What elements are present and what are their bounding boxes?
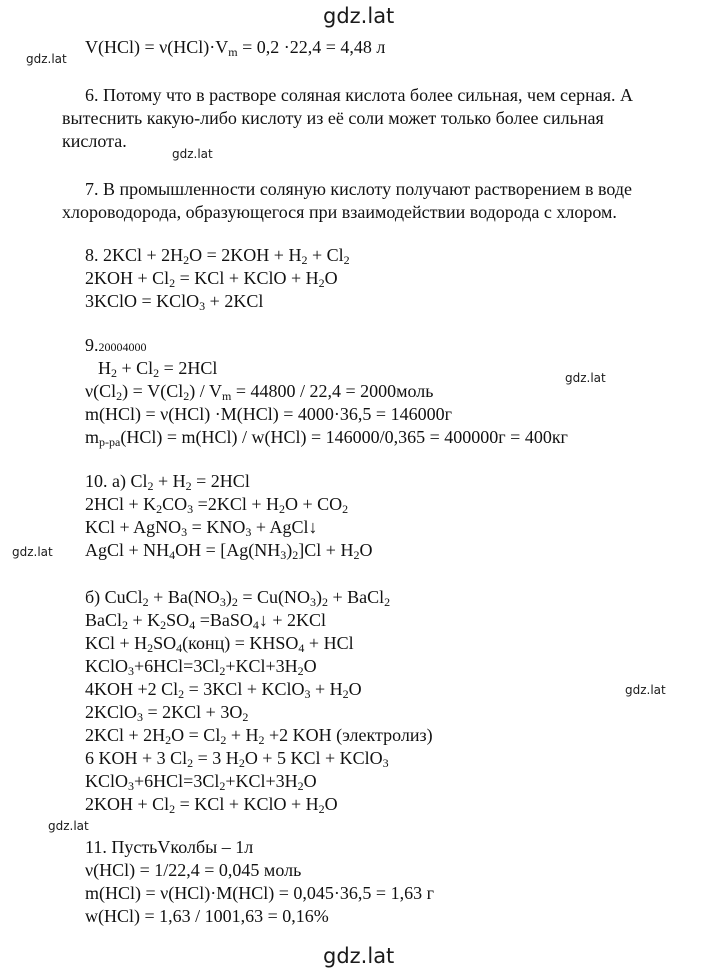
watermark: gdz.lat [565, 371, 606, 385]
text-line: 9.20004000 [85, 335, 147, 355]
text-line: $KClO_3+6HCl=3Cl_2+KCl+3H_2O$ [85, 656, 317, 678]
text-line: вытеснить какую-либо кислоту из её соли может только более сильная [62, 108, 604, 128]
text-line: хлороводорода, образующегося при взаимодействии водорода с хлором. [62, 202, 617, 222]
watermark-top: gdz.lat [323, 4, 395, 28]
text-line: б) CuCl$_2$ + $Ba(NO_3)_2 = Cu(NO_3)_2$ + BaCl$_2$ [85, 587, 391, 609]
text-line: $2KCl + 2H_2O = Cl_2 + H_2 +2$ KOH (электролиз) [85, 725, 433, 747]
text-line: $KClO_3+6HCl=3Cl_2+KCl+3H_2O$ [85, 771, 317, 793]
text-line: w(HCl) = 1,63 / 1001,63 = 0,16% [85, 906, 329, 926]
text-line: $\nu(Cl_2) = V(Cl_2) / V_m = 44800 / 22,4$ = 2000моль [85, 381, 434, 403]
text-line: 8. $2KCl + 2H_2O = 2KOH + H_2 + Cl_2$ [85, 245, 350, 267]
watermark: gdz.lat [48, 819, 89, 833]
text-line: ν(HCl) = 1/22,4 = 0,045 моль [85, 860, 302, 880]
text-line: кислота. [62, 131, 127, 151]
text-line: KCl + AgNO$_3$ = $KNO_3$ + AgCl↓ [85, 517, 318, 539]
text-line: m(HCl) = ν(HCl)·M(HCl) = 0,045·36,5 = 1,63 г [85, 883, 434, 903]
text-line: AgCl + $NH_4OH = [Ag(NH_3)_2]Cl + H_2O$ [85, 540, 373, 562]
watermark: gdz.lat [172, 147, 213, 161]
text-line: $m_{р-ра}(HCl) = m(HCl) / w(HCl) = 146000/0,365 = 400000г = 400кг$ [85, 427, 568, 449]
text-line: $V(HCl) = \nu(HCl)\cdot V_m = 0,2 \cdot 22,4 = 4,48$ л [85, 37, 386, 59]
text-line: 6 KOH + 3 $Cl_2 = 3$ $H_2O + 5$ KCl + KClO$_3$ [85, 748, 389, 770]
text-line: m(HCl) = ν(HCl) ·M(HCl) = 4000·36,5 = 146000г [85, 404, 452, 424]
text-line: BaCl$_2$ + $K_2SO_4$ =BaSO$_4$↓ + 2KCl [85, 610, 327, 632]
watermark: gdz.lat [26, 52, 67, 66]
text-line: $2HCl + K_2CO_3 =2KCl + H_2O + CO_2$ [85, 494, 349, 516]
text-line: 10. а) $Cl_2 + H_2 = 2HCl$ [85, 471, 250, 493]
text-line: 3KClO = KClO$_3$ + 2KCl [85, 291, 264, 313]
text-line: KCl + $H_2SO_4(конц)$ = $KHSO_4$ + HCl [85, 633, 354, 655]
text-line: 6. Потому что в растворе соляная кислота более сильная, чем серная. А [85, 85, 634, 105]
watermark: gdz.lat [625, 683, 666, 697]
text-line: $H_2 + Cl_2 = 2HCl$ [98, 358, 218, 380]
text-line: 11. ПустьVколбы – 1л [85, 837, 254, 857]
watermark: gdz.lat [12, 545, 53, 559]
text-line: $2KOH + Cl_2$ = KCl + KClO + $H_2O$ [85, 794, 338, 816]
text-line: 4KOH +2 $Cl_2 = 3KCl$ + KClO$_3$ + $H_2O$ [85, 679, 362, 701]
text-line: 7. В промышленности соляную кислоту получают растворением в воде [85, 179, 633, 199]
text-line: $2KOH + Cl_2$ = KCl + KClO + $H_2O$ [85, 268, 338, 290]
watermark-bottom: gdz.lat [323, 944, 395, 968]
text-line: 2KClO$_3$ = $2KCl + 3O_2$ [85, 702, 249, 724]
